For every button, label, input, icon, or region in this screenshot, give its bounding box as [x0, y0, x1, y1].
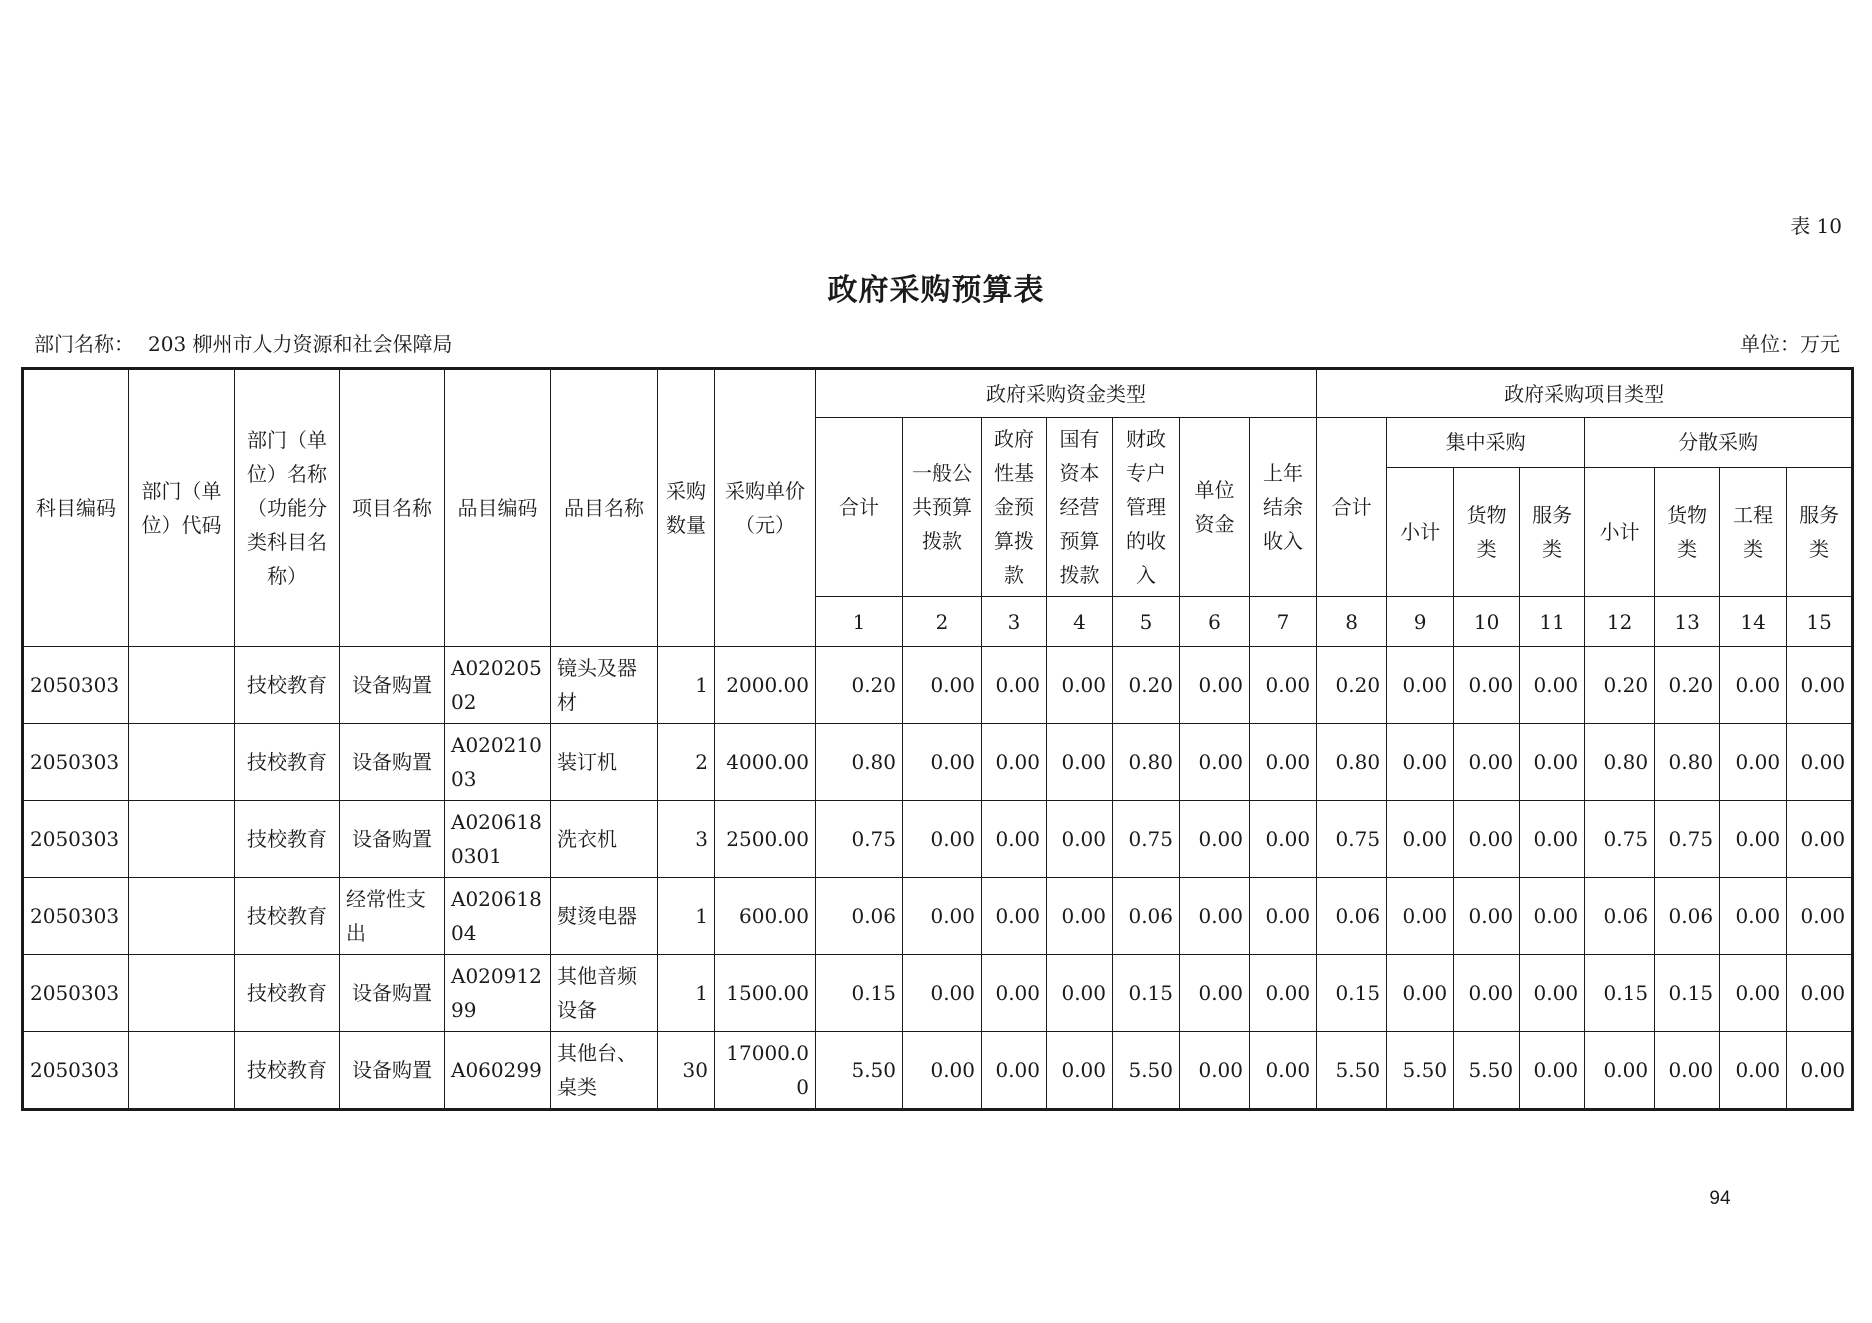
cell-value: 0.00: [1387, 647, 1454, 724]
cell-project-name: 设备购置: [340, 955, 445, 1032]
header-fiscal-account: 财政专户管理的收入: [1113, 418, 1180, 597]
table-row: [23, 724, 1853, 801]
header-item-code: 品目编码: [445, 369, 551, 647]
cell-value: 0.00: [903, 955, 982, 1032]
cell-project-name: 设备购置: [340, 724, 445, 801]
cell-project-name: 设备购置: [340, 647, 445, 724]
cell-item-code: A02091299: [445, 955, 551, 1032]
header-dispersed-services: 服务类: [1787, 467, 1853, 596]
table-body: [23, 647, 1853, 1110]
cell-value: 0.80: [1317, 724, 1387, 801]
header-central-services: 服务类: [1520, 467, 1585, 596]
column-number: 6: [1180, 597, 1250, 647]
column-number: 12: [1585, 597, 1655, 647]
cell-value: 0.15: [816, 955, 903, 1032]
cell-value: 0.00: [1180, 724, 1250, 801]
cell-value: 0.00: [1787, 878, 1853, 955]
cell-value: 0.00: [1250, 955, 1317, 1032]
table-row: [23, 1032, 1853, 1110]
department-name: 203 柳州市人力资源和社会保障局: [148, 332, 453, 356]
header-general-budget: 一般公共预算拨款: [903, 418, 982, 597]
column-number: 2: [903, 597, 982, 647]
cell-quantity: 1: [658, 647, 715, 724]
cell-value: 0.15: [1113, 955, 1180, 1032]
cell-value: 0.06: [1585, 878, 1655, 955]
cell-project-name: 设备购置: [340, 801, 445, 878]
cell-value: 0.06: [1655, 878, 1720, 955]
cell-value: 5.50: [1387, 1032, 1454, 1110]
cell-value: 0.00: [1180, 955, 1250, 1032]
cell-dept-code: [129, 878, 235, 955]
cell-value: 0.00: [1454, 647, 1520, 724]
cell-value: 0.00: [903, 1032, 982, 1110]
cell-value: 0.20: [1113, 647, 1180, 724]
cell-value: 0.00: [1047, 1032, 1113, 1110]
cell-value: 0.00: [1047, 801, 1113, 878]
header-state-capital: 国有资本经营预算拨款: [1047, 418, 1113, 597]
column-number: 11: [1520, 597, 1585, 647]
cell-unit-price: 1500.00: [715, 955, 816, 1032]
cell-value: 0.00: [903, 801, 982, 878]
cell-value: 0.06: [1113, 878, 1180, 955]
cell-dept-name: 技校教育: [235, 647, 340, 724]
cell-value: 5.50: [816, 1032, 903, 1110]
cell-value: 0.15: [1317, 955, 1387, 1032]
header-item-name: 品目名称: [551, 369, 658, 647]
cell-quantity: 1: [658, 955, 715, 1032]
cell-value: 0.15: [1655, 955, 1720, 1032]
cell-value: 0.00: [1585, 1032, 1655, 1110]
header-fund-type-group: 政府采购资金类型: [816, 369, 1317, 418]
cell-value: 0.75: [1317, 801, 1387, 878]
cell-item-name: 其他音频设备: [551, 955, 658, 1032]
column-number: 13: [1655, 597, 1720, 647]
cell-unit-price: 17000.00: [715, 1032, 816, 1110]
cell-value: 0.75: [1585, 801, 1655, 878]
header-quantity: 采购数量: [658, 369, 715, 647]
cell-subject-code: 2050303: [23, 1032, 129, 1110]
cell-value: 0.00: [1655, 1032, 1720, 1110]
table-row: [23, 801, 1853, 878]
cell-subject-code: 2050303: [23, 878, 129, 955]
cell-value: 0.06: [1317, 878, 1387, 955]
header-prev-balance: 上年结余收入: [1250, 418, 1317, 597]
header-dispersed-goods: 货物类: [1655, 467, 1720, 596]
header-dispersed-engineering: 工程类: [1720, 467, 1787, 596]
cell-value: 0.00: [1520, 878, 1585, 955]
cell-value: 0.80: [1655, 724, 1720, 801]
cell-value: 0.00: [982, 955, 1047, 1032]
cell-unit-price: 2500.00: [715, 801, 816, 878]
cell-subject-code: 2050303: [23, 647, 129, 724]
cell-value: 0.20: [1585, 647, 1655, 724]
header-project-total: 合计: [1317, 418, 1387, 597]
header-dept-code: 部门（单位）代码: [129, 369, 235, 647]
cell-value: 0.20: [1317, 647, 1387, 724]
cell-dept-code: [129, 801, 235, 878]
cell-item-code: A02021003: [445, 724, 551, 801]
cell-value: 0.00: [1454, 878, 1520, 955]
cell-value: 0.00: [1520, 801, 1585, 878]
table-row: [23, 647, 1853, 724]
table-number: 表 10: [1790, 214, 1842, 238]
column-number: 9: [1387, 597, 1454, 647]
cell-value: 0.00: [1720, 647, 1787, 724]
header-subject-code: 科目编码: [23, 369, 129, 647]
cell-value: 0.00: [1787, 724, 1853, 801]
cell-value: 0.00: [1250, 801, 1317, 878]
cell-dept-name: 技校教育: [235, 801, 340, 878]
cell-value: 0.00: [1047, 724, 1113, 801]
cell-unit-price: 4000.00: [715, 724, 816, 801]
cell-dept-name: 技校教育: [235, 1032, 340, 1110]
cell-value: 0.00: [1250, 724, 1317, 801]
column-number: 3: [982, 597, 1047, 647]
cell-value: 0.00: [1387, 724, 1454, 801]
cell-item-name: 其他台、桌类: [551, 1032, 658, 1110]
cell-value: 0.00: [1520, 955, 1585, 1032]
cell-value: 0.00: [1787, 955, 1853, 1032]
header-gov-fund: 政府性基金预算拨款: [982, 418, 1047, 597]
cell-value: 0.00: [1787, 1032, 1853, 1110]
cell-quantity: 3: [658, 801, 715, 878]
cell-item-name: 熨烫电器: [551, 878, 658, 955]
cell-value: 0.00: [1454, 801, 1520, 878]
cell-value: 0.20: [816, 647, 903, 724]
cell-project-name: 设备购置: [340, 1032, 445, 1110]
cell-subject-code: 2050303: [23, 801, 129, 878]
column-number: 14: [1720, 597, 1787, 647]
department-line: [34, 328, 467, 357]
header-unit-fund: 单位资金: [1180, 418, 1250, 597]
cell-dept-name: 技校教育: [235, 955, 340, 1032]
header-dispersed-subtotal: 小计: [1585, 467, 1655, 596]
cell-value: 0.06: [816, 878, 903, 955]
cell-value: 0.00: [982, 1032, 1047, 1110]
header-project-name: 项目名称: [340, 369, 445, 647]
cell-dept-code: [129, 724, 235, 801]
cell-item-name: 装订机: [551, 724, 658, 801]
cell-dept-code: [129, 955, 235, 1032]
cell-subject-code: 2050303: [23, 724, 129, 801]
document-title: 政府采购预算表: [827, 273, 1045, 308]
header-dept-name: 部门（单位）名称（功能分类科目名称）: [235, 369, 340, 647]
column-number: 8: [1317, 597, 1387, 647]
cell-dept-name: 技校教育: [235, 878, 340, 955]
cell-value: 5.50: [1454, 1032, 1520, 1110]
cell-value: 0.00: [1047, 955, 1113, 1032]
header-central-subtotal: 小计: [1387, 467, 1454, 596]
cell-unit-price: 2000.00: [715, 647, 816, 724]
cell-value: 0.00: [1787, 801, 1853, 878]
column-number: 15: [1787, 597, 1853, 647]
cell-value: 0.00: [903, 878, 982, 955]
cell-item-code: A0206180301: [445, 801, 551, 878]
cell-value: 0.00: [1180, 647, 1250, 724]
cell-value: 0.00: [982, 724, 1047, 801]
cell-value: 0.00: [982, 647, 1047, 724]
cell-value: 0.00: [1387, 878, 1454, 955]
cell-value: 0.00: [1520, 724, 1585, 801]
cell-item-name: 镜头及器材: [551, 647, 658, 724]
header-central-goods: 货物类: [1454, 467, 1520, 596]
cell-dept-code: [129, 647, 235, 724]
cell-item-name: 洗衣机: [551, 801, 658, 878]
cell-quantity: 1: [658, 878, 715, 955]
cell-value: 0.00: [1520, 647, 1585, 724]
cell-value: 0.00: [1250, 878, 1317, 955]
cell-value: 0.00: [1387, 955, 1454, 1032]
table-header: [23, 369, 1853, 647]
cell-value: 0.75: [816, 801, 903, 878]
cell-dept-name: 技校教育: [235, 724, 340, 801]
cell-item-code: A060299: [445, 1032, 551, 1110]
header-dispersed-procurement: 分散采购: [1585, 418, 1853, 468]
table-row: [23, 955, 1853, 1032]
cell-value: 0.00: [1250, 1032, 1317, 1110]
column-number: 5: [1113, 597, 1180, 647]
header-unit-price: 采购单价（元）: [715, 369, 816, 647]
cell-project-name: 经常性支出: [340, 878, 445, 955]
page-number: 94: [1709, 1188, 1731, 1209]
cell-value: 0.00: [1720, 801, 1787, 878]
cell-value: 0.80: [816, 724, 903, 801]
table-row: [23, 878, 1853, 955]
cell-value: 0.75: [1655, 801, 1720, 878]
cell-value: 0.00: [1720, 724, 1787, 801]
cell-value: 0.00: [1180, 878, 1250, 955]
column-number: 7: [1250, 597, 1317, 647]
cell-value: 0.00: [1720, 955, 1787, 1032]
cell-value: 0.75: [1113, 801, 1180, 878]
cell-value: 0.20: [1655, 647, 1720, 724]
cell-value: 5.50: [1317, 1032, 1387, 1110]
cell-value: 0.00: [903, 724, 982, 801]
cell-item-code: A02061804: [445, 878, 551, 955]
cell-value: 0.00: [1454, 955, 1520, 1032]
header-project-type-group: 政府采购项目类型: [1317, 369, 1853, 418]
cell-value: 0.00: [1387, 801, 1454, 878]
cell-value: 0.00: [1180, 1032, 1250, 1110]
cell-dept-code: [129, 1032, 235, 1110]
cell-value: 0.80: [1585, 724, 1655, 801]
column-number: 10: [1454, 597, 1520, 647]
cell-quantity: 2: [658, 724, 715, 801]
header-central-procurement: 集中采购: [1387, 418, 1585, 468]
department-label: 部门名称：: [34, 332, 134, 356]
cell-value: 0.15: [1585, 955, 1655, 1032]
cell-value: 0.00: [903, 647, 982, 724]
cell-value: 0.80: [1113, 724, 1180, 801]
cell-value: 0.00: [1047, 647, 1113, 724]
cell-value: 0.00: [1720, 1032, 1787, 1110]
cell-value: 0.00: [1787, 647, 1853, 724]
cell-unit-price: 600.00: [715, 878, 816, 955]
procurement-budget-table: [21, 367, 1854, 1111]
cell-value: 0.00: [1720, 878, 1787, 955]
cell-subject-code: 2050303: [23, 955, 129, 1032]
cell-value: 0.00: [982, 801, 1047, 878]
cell-value: 0.00: [1250, 647, 1317, 724]
column-number: 4: [1047, 597, 1113, 647]
header-fund-total: 合计: [816, 418, 903, 597]
cell-value: 0.00: [1520, 1032, 1585, 1110]
cell-value: 0.00: [1047, 878, 1113, 955]
cell-value: 5.50: [1113, 1032, 1180, 1110]
cell-value: 0.00: [1180, 801, 1250, 878]
cell-value: 0.00: [1454, 724, 1520, 801]
cell-quantity: 30: [658, 1032, 715, 1110]
column-number: 1: [816, 597, 903, 647]
cell-item-code: A02020502: [445, 647, 551, 724]
cell-value: 0.00: [982, 878, 1047, 955]
unit-label: 单位：万元: [1740, 332, 1840, 356]
